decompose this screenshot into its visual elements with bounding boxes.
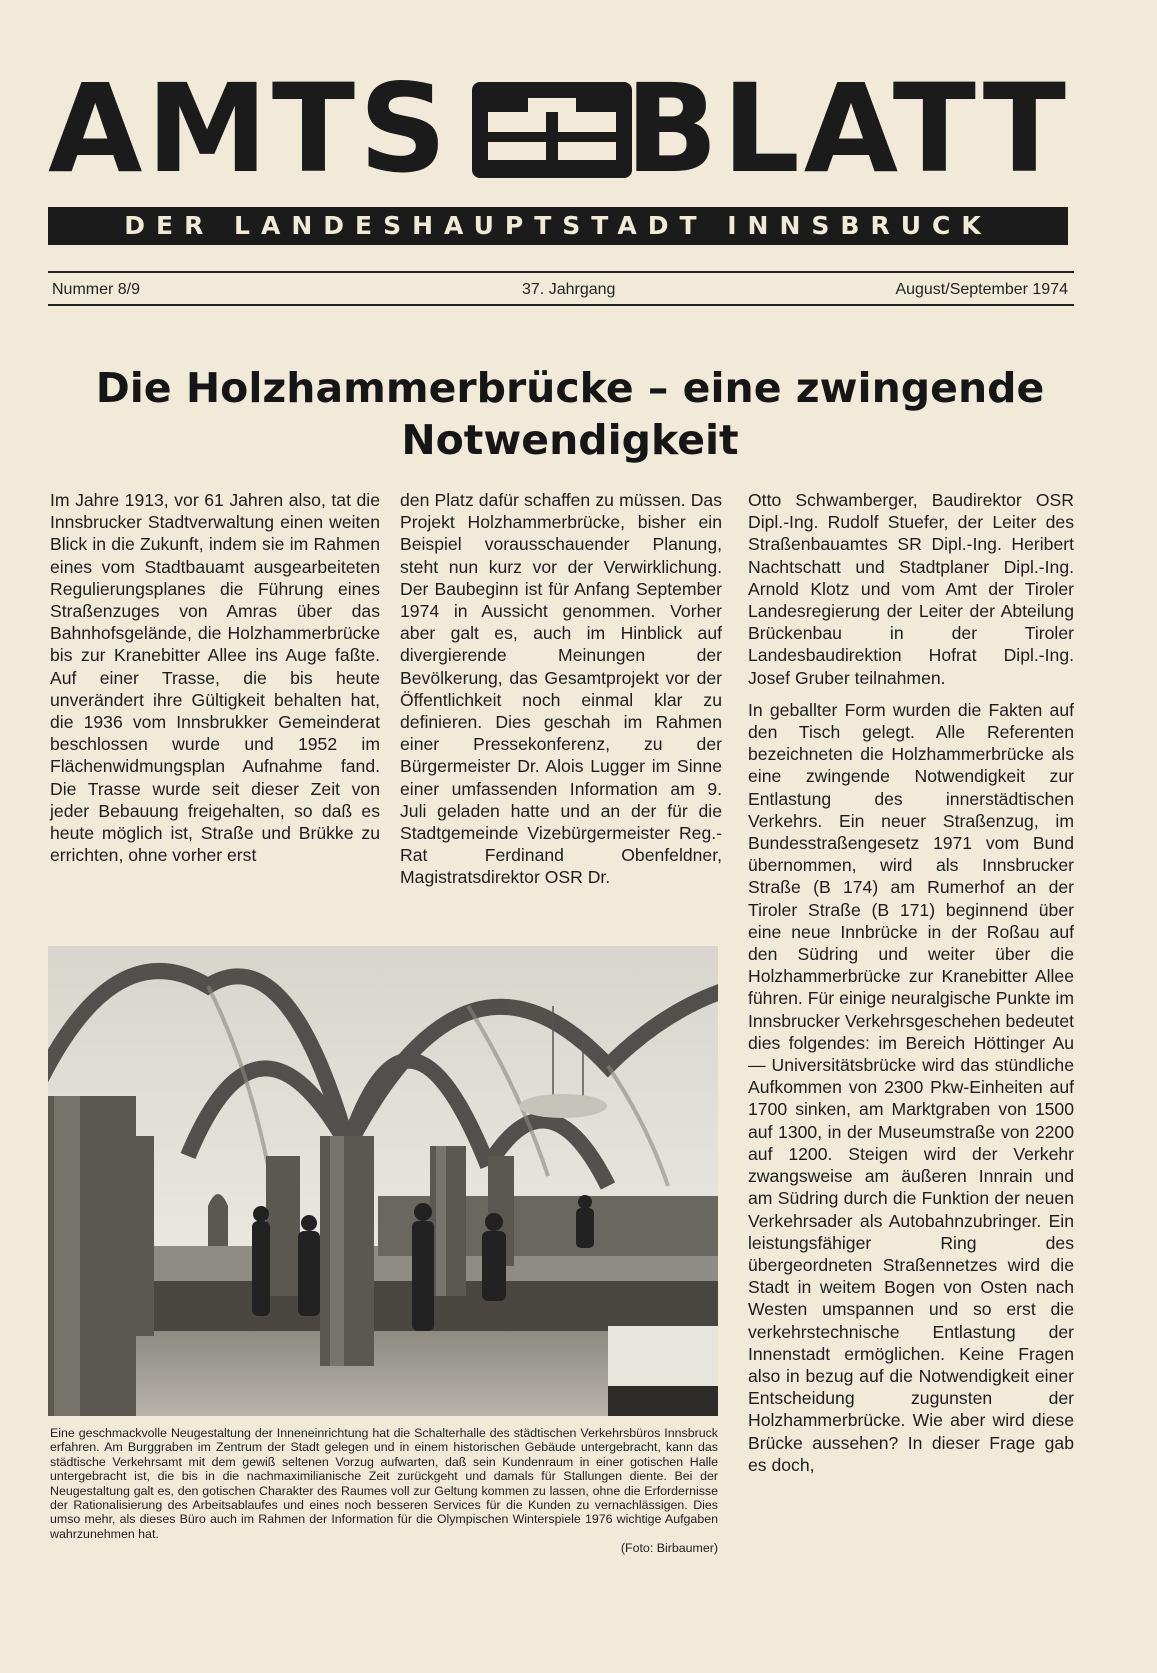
article-column-2: [400, 489, 722, 899]
rule-bottom: [48, 304, 1074, 306]
photo-caption: [50, 1426, 718, 1556]
masthead: [48, 58, 1070, 200]
masthead-word-right: BLATT: [625, 58, 1070, 200]
article-paragraph: Im Jahre 1913, vor 61 Jahren also, tat die Innsbrucker Stadtverwaltung einen weiten Blick in die Zukunft, indem sie im Rahmen eines vom Stadtbauamt ausgearbeiteten Regulierungsplanes die Führung eines Straßenzuges von Amras über das Bahnhofsgelände, die Holzhammerbrücke bis zur Kranebitter Allee ins Auge faßte. Auf einer Trasse, die bis heute unverändert ihre Gültigkeit behalten hat, die 1936 vom Innsbrukker Gemeinderat beschlossen wurde und 1952 im Flächenwidmungsplan Aufnahme fand. Die Trasse wurde seit dieser Zeit von jeder Bebauung freigehalten, so daß es heute möglich ist, Straße und Brükke zu errichten, ohne vorher erst: [50, 490, 380, 866]
masthead-subtitle: DER LANDESHAUPTSTADT INNSBRUCK: [48, 207, 1068, 245]
article-column-1: [50, 489, 380, 876]
issue-volume: 37. Jahrgang: [522, 281, 616, 298]
caption-text: Eine geschmackvolle Neugestaltung der Inneneinrichtung hat die Schalterhalle des städtischen Verkehrsbüros Innsbruck erfahren. Am Burggraben im Zentrum der Stadt gelegen und in einem historischen Gebäude untergebracht, kann das städtische Verkehrsamt mit dem gewiß seltenen Vorzug aufwarten, daß sein Kundenraum in einer gotischen Halle untergebracht ist, die bis in die nachmaximilianische Zeit zurückgeht und damals für Stallungen diente. Bei der Neugestaltung galt es, den gotischen Charakter des Raumes voll zur Geltung kommen zu lassen, ohne die Erfordernisse der Rationalisierung des Arbeitsablaufes und eines noch besseren Services für die Kunden zu vernachlässigen. Dies umso mehr, als dieses Büro auch im Rahmen der Information für die Olympischen Winterspiele 1976 wichtige Aufgaben wahrzunehmen hat.: [50, 1426, 718, 1541]
issue-line: [52, 279, 1072, 301]
article-paragraph: Otto Schwamberger, Baudirektor OSR Dipl.-Ing. Rudolf Stuefer, der Leiter des Straßenbauamtes SR Dipl.-Ing. Heribert Nachtschatt und Stadtplaner Dipl.-Ing. Arnold Klotz und vom Amt der Tiroler Landesregierung der Leiter der Abteilung Brückenbau in der Tiroler Landesbaudirektion Hofrat Dipl.-Ing. Josef Gruber teilnahmen.: [748, 490, 1074, 688]
article-paragraph: In geballter Form wurden die Fakten auf den Tisch gelegt. Alle Referenten bezeichneten die Holzhammerbrücke als eine zwingende Notwendigkeit zur Entlastung des innerstädtischen Verkehrs. Ein neuer Straßenzug, im Bundesstraßengesetz 1971 vom Bund übernommen, wird als Innsbrucker Straße (B 174) am Rumerhof an der Tiroler Straße (B 171) beginnend über eine neue Innbrücke in der Roßau auf den Südring und weiter über die Holzhammerbrücke zur Kranebitter Allee führen. Für einige neuralgische Punkte im Innsbrucker Verkehrsgeschehen bedeutet dies folgendes: im Bereich Höttinger Au — Universitätsbrücke wird das stündliche Aufkommen von 2300 Pkw-Einheiten auf 1700 sinken, am Marktgraben von 1500 auf 1300, in der Museumstraße von 2200 auf 1200. Steigen wird der Verkehr zwangsweise am äußeren Innrain und am Südring durch die Funktion der neuen Verkehrsader als Autobahnzubringer. Ein leistungsfähiger Ring des übergeordneten Straßennetzes wird die Stadt in weitem Bogen von Osten nach Westen umspannen und so erst die verkehrstechnische Entlastung der Innenstadt ermöglichen. Keine Fragen also in bezug auf die Notwendigkeit einer Entscheidung zugunsten der Holzhammerbrücke. Wie aber wird diese Brücke aussehen? In dieser Frage gab es doch,: [748, 699, 1074, 1475]
headline-line-2: Notwendigkeit: [401, 416, 739, 464]
photo-credit: (Foto: Birbaumer): [620, 1541, 718, 1556]
gothic-hall-illustration: [48, 946, 718, 1416]
issue-date: August/September 1974: [895, 281, 1068, 298]
headline-line-1: Die Holzhammerbrücke – eine zwingende: [95, 364, 1045, 412]
article-column-3: [748, 489, 1074, 1486]
rule-top: [48, 271, 1074, 273]
article-paragraph: den Platz dafür schaffen zu müssen. Das Projekt Holzhammerbrücke, bisher ein Beispiel vorausschauender Planung, steht nun kurz vor der Verwirklichung. Der Baubeginn ist für Anfang September 1974 in Aussicht genommen. Vorher aber galt es, auch im Hinblick auf divergierende Meinungen der Bevölkerung, das Gesamtprojekt vor der Öffentlichkeit noch einmal klar zu definieren. Dies geschah im Rahmen einer Pressekonferenz, zu der Bürgermeister Dr. Alois Lugger im Sinne einer umfassenden Information am 9. Juli geladen hatte und an der für die Stadtgemeinde Vizebürgermeister Reg.-Rat Ferdinand Obenfeldner, Magistratsdirektor OSR Dr.: [400, 490, 722, 888]
masthead-word-left: AMTS: [48, 58, 451, 200]
article-headline: [60, 362, 1080, 466]
issue-number: Nummer 8/9: [52, 281, 141, 298]
hall-photo: [48, 946, 718, 1416]
city-emblem-icon: [472, 82, 632, 178]
